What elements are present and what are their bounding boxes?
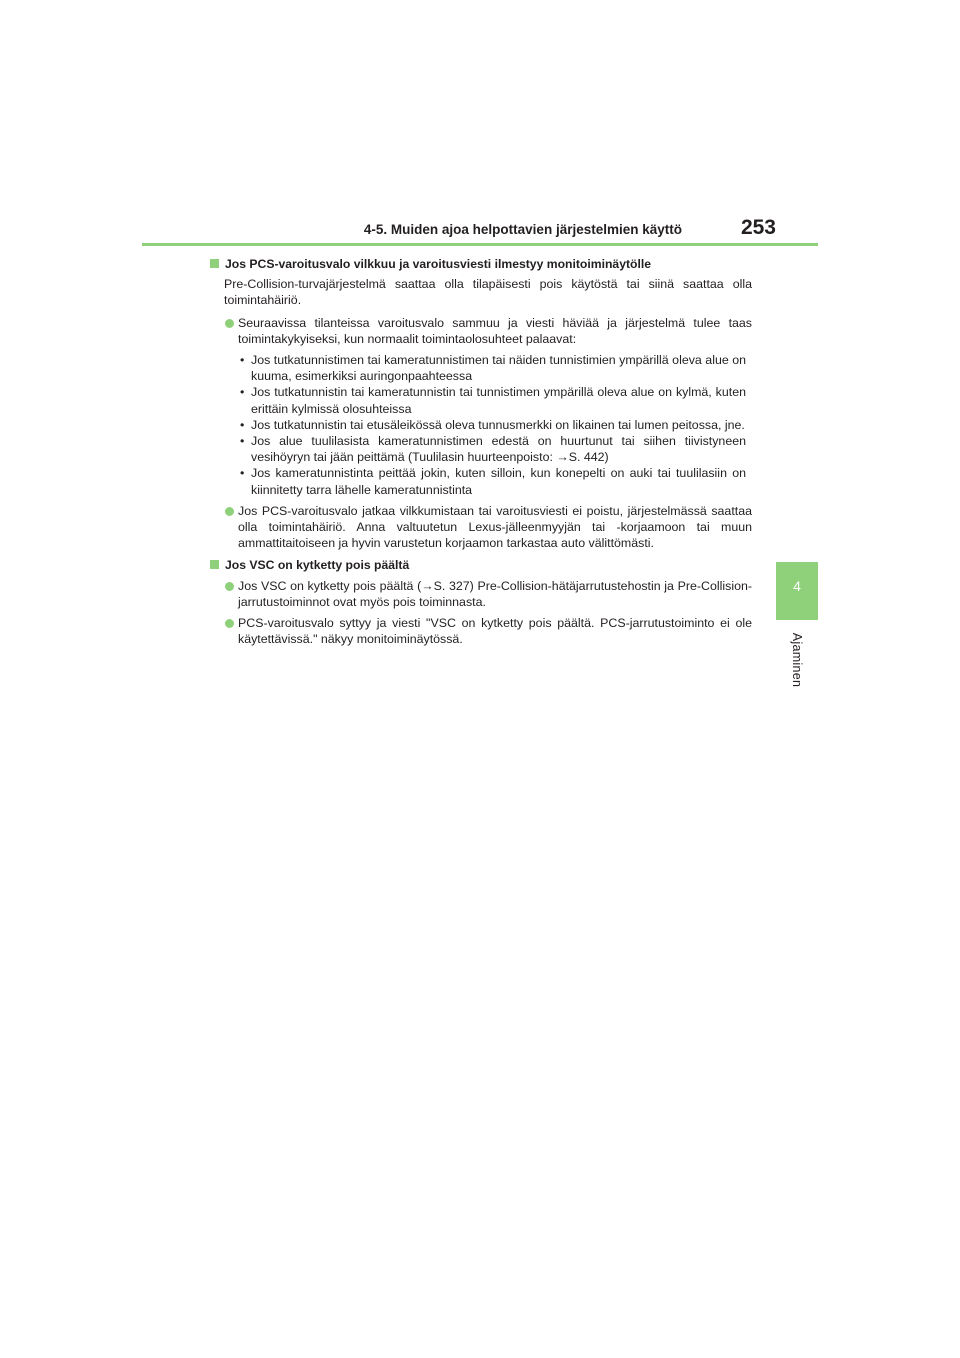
bullet-text: Jos VSC on kytketty pois päältä (→S. 327) Pre-Collision-hätäjarrutustehostin ja Pre-Collision-jarrutustoiminnot ovat myös pois toiminnasta. bbox=[238, 578, 752, 609]
chapter-tab bbox=[776, 562, 818, 620]
chapter-label-text: Ajaminen bbox=[790, 632, 804, 688]
sub-item-text: Jos tutkatunnistimen tai kameratunnistimen tai näiden tunnistimien ympärillä oleva alue on kuuma, esimerkiksi auringonpaahteessa bbox=[251, 353, 746, 384]
bullet-item bbox=[210, 503, 752, 552]
section-heading bbox=[210, 256, 752, 272]
bullet-item bbox=[210, 615, 752, 647]
section-paragraph: Pre-Collision-turvajärjestelmä saattaa olla tilapäisesti pois käytöstä tai siinä saattaa olla toimintahäiriö. bbox=[224, 277, 752, 308]
chapter-label bbox=[783, 628, 811, 692]
page-number: 253 bbox=[740, 216, 776, 239]
bullet-text: Jos PCS-varoitusvalo jatkaa vilkkumistaan tai varoitusviesti ei poistu, järjestelmässä saattaa olla toimintahäiriö. Anna valtuutetun Lexus-jälleenmyyjän tai -korjaamoon tai muun ammattitaitoiseen ja hyvin varustetun korjaamon tarkastaa auto välittömästi. bbox=[238, 503, 752, 551]
page-content bbox=[210, 256, 752, 652]
sub-item bbox=[210, 384, 752, 416]
section-heading bbox=[210, 557, 752, 573]
section-heading-text: Jos VSC on kytketty pois päältä bbox=[225, 558, 410, 573]
sub-bullet-icon: • bbox=[240, 385, 245, 400]
bullet-item bbox=[210, 578, 752, 610]
sub-item bbox=[210, 433, 752, 465]
sub-item-text: Jos tutkatunnistin tai etusäleikössä oleva tunnusmerkki on likainen tai lumen peitossa, jne. bbox=[251, 417, 745, 432]
square-bullet-icon bbox=[210, 259, 219, 268]
circle-bullet-icon bbox=[225, 619, 234, 628]
square-bullet-icon bbox=[210, 560, 219, 569]
sub-item-text: Jos alue tuulilasista kameratunnistimen edestä on huurtunut tai siihen tiivistyneen vesihöyryn tai jään peittämä (Tuulilasin huurteenpoisto: →S. 442) bbox=[251, 434, 746, 465]
chapter-tab-number: 4 bbox=[793, 578, 801, 594]
section-heading-text: Jos PCS-varoitusvalo vilkkuu ja varoitusviesti ilmestyy monitoiminäytölle bbox=[225, 257, 652, 271]
sub-item bbox=[210, 352, 752, 384]
sub-item bbox=[210, 465, 752, 497]
sub-item-text: Jos kameratunnistinta peittää jokin, kuten silloin, kun konepelti on auki tai tuulilasiin on kiinnitetty tarra lähelle kameratunnistinta bbox=[251, 466, 746, 497]
bullet-text: Seuraavissa tilanteissa varoitusvalo sammuu ja viesti häviää ja järjestelmä tulee taas toimintakykyiseksi, kun normaalit toimintaolosuhteet palaavat: bbox=[238, 315, 752, 346]
circle-bullet-icon bbox=[225, 582, 234, 591]
circle-bullet-icon bbox=[225, 507, 234, 516]
circle-bullet-icon bbox=[225, 319, 234, 328]
sub-item-text: Jos tutkatunnistin tai kameratunnistin tai tunnistimen ympärillä oleva alue on kylmä, kuten erittäin kylmissä olosuhteissa bbox=[251, 385, 746, 416]
bullet-item bbox=[210, 315, 752, 347]
header-rule bbox=[142, 243, 818, 246]
sub-bullet-icon: • bbox=[240, 434, 245, 449]
sub-bullet-icon: • bbox=[240, 466, 245, 481]
header-title: 4-5. Muiden ajoa helpottavien järjestelmien käyttö bbox=[363, 222, 682, 237]
sub-bullet-icon: • bbox=[240, 353, 245, 368]
sub-item bbox=[210, 417, 752, 433]
sub-bullet-icon: • bbox=[240, 417, 245, 432]
bullet-text: PCS-varoitusvalo syttyy ja viesti "VSC on kytketty pois päältä. PCS-jarrutustoiminto ei ole käytettävissä." näkyy monitoiminäytössä. bbox=[238, 616, 752, 647]
